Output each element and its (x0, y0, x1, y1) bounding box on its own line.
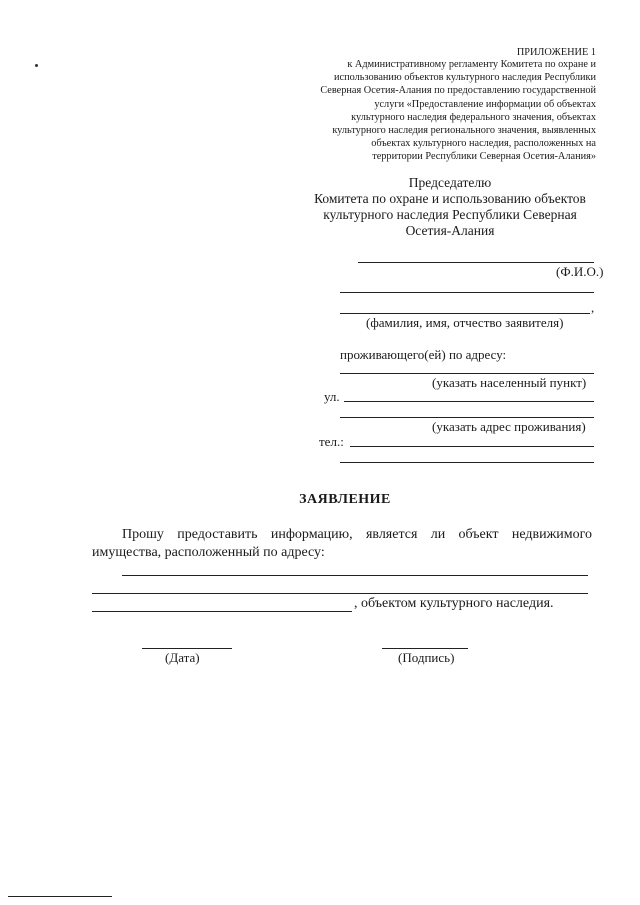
name-line-comma: , (591, 300, 595, 315)
fio-line[interactable] (358, 262, 594, 263)
street-label: ул. (324, 389, 340, 404)
applicant-name-line-2[interactable] (340, 313, 590, 314)
address-blank-line-3[interactable] (92, 611, 352, 612)
locality-line[interactable] (340, 373, 594, 374)
addressee-block: Председателю Комитета по охране и использованию объектов культурного наследия Республики Северная Осетия-Алания (314, 175, 586, 238)
statement-text: Прошу предоставить информацию, является ли объект недвижимого имущества, расположенный по адресу: (92, 527, 592, 560)
date-label: (Дата) (165, 650, 200, 665)
appendix-text: к Административному регламенту Комитета по охране и использованию объектов культурного наследия Республики Северная Осетия-Алания по предоставлению государственной услуги «Предоставление информации об объектах культурного наследия федерального значения, объектах культурного наследия регионального значения, выявленных объектах культурного наследия, расположенных на территории Республики Северная Осетия-Алания» (320, 59, 596, 163)
locality-label: (указать населенный пункт) (432, 375, 587, 390)
address-blank-line-1[interactable] (122, 575, 588, 576)
phone-label: тел.: (319, 434, 344, 449)
address-label: (указать адрес проживания) (432, 419, 586, 434)
footer-rule (8, 896, 112, 897)
stray-mark (35, 64, 38, 67)
signature-line[interactable] (382, 648, 468, 649)
date-line[interactable] (142, 648, 232, 649)
residing-label: проживающего(ей) по адресу: (340, 347, 507, 362)
street-line[interactable] (344, 401, 594, 402)
applicant-name-line-1[interactable] (340, 292, 594, 293)
statement-ending: , объектом культурного наследия. (354, 596, 554, 611)
appendix-title: ПРИЛОЖЕНИЕ 1 (516, 47, 596, 58)
address-blank-line-2[interactable] (92, 593, 588, 594)
address-line[interactable] (340, 417, 594, 418)
signature-label: (Подпись) (398, 650, 455, 665)
extra-line[interactable] (340, 462, 594, 463)
applicant-name-label: (фамилия, имя, отчество заявителя) (366, 315, 564, 330)
fio-label: (Ф.И.О.) (556, 264, 604, 279)
statement-title: ЗАЯВЛЕНИЕ (299, 492, 391, 507)
phone-line[interactable] (350, 446, 594, 447)
